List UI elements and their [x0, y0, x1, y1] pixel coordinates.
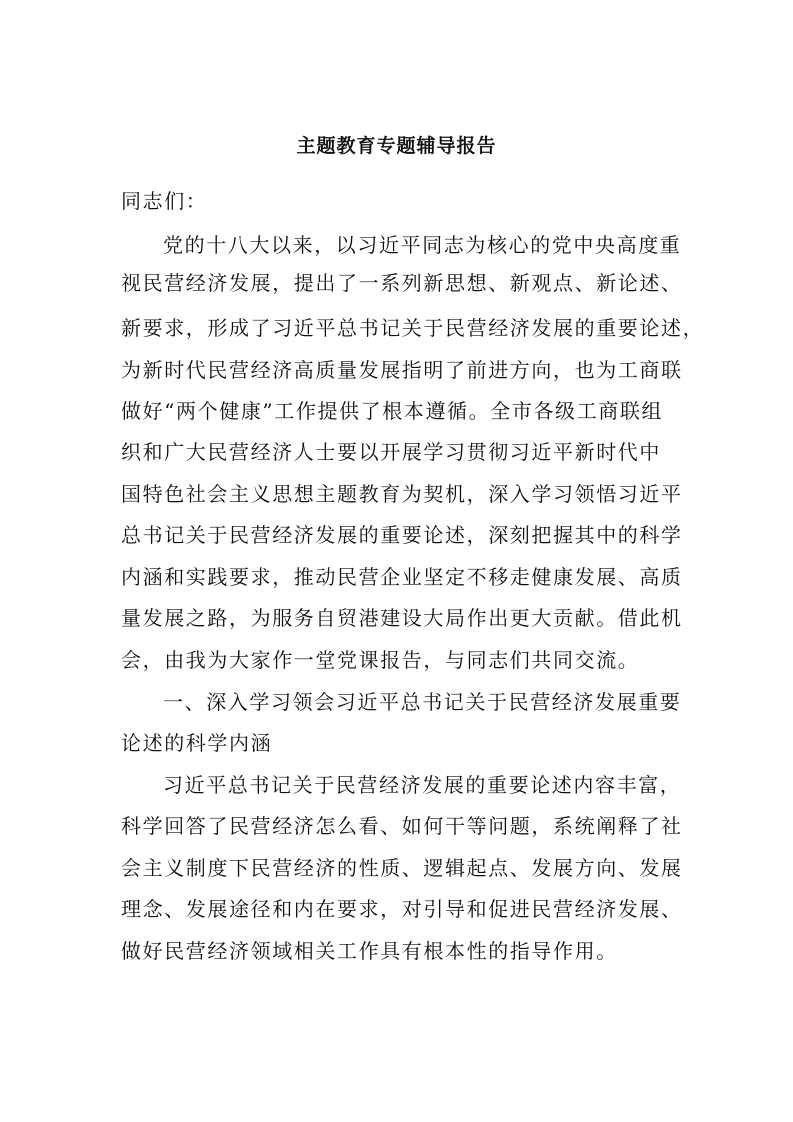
paragraph-line: 总书记关于民营经济发展的重要论述，深刻把握其中的科学 [121, 523, 683, 547]
paragraph-line: 视民营经济发展，提出了一系列新思想、新观点、新论述、 [121, 271, 683, 295]
paragraph-line: 会，由我为大家作一堂党课报告，与同志们共同交流。 [121, 648, 640, 672]
document-title: 主题教育专题辅导报告 [296, 135, 497, 157]
paragraph-line: 会主义制度下民营经济的性质、逻辑起点、发展方向、发展 [121, 856, 683, 880]
paragraph-line: 国特色社会主义思想主题教育为契机，深入学习领悟习近平 [121, 482, 683, 506]
paragraph-line: 科学回答了民营经济怎么看、如何干等问题，系统阐释了社 [121, 814, 683, 838]
paragraph-line: 织和广大民营经济人士要以开展学习贯彻习近平新时代中 [121, 440, 661, 464]
paragraph-line: 习近平总书记关于民营经济发展的重要论述内容丰富， [163, 773, 682, 797]
paragraph-line: 内涵和实践要求，推动民营企业坚定不移走健康发展、高质 [121, 565, 683, 589]
salutation: 同志们： [121, 189, 208, 213]
section-heading-line: 论述的科学内涵 [121, 731, 273, 755]
paragraph-line: 做好民营经济领域相关工作具有根本性的指导作用。 [121, 939, 618, 963]
paragraph-line: 量发展之路，为服务自贸港建设大局作出更大贡献。借此机 [121, 606, 683, 630]
paragraph-line: 党的十八大以来，以习近平同志为核心的党中央高度重 [163, 233, 682, 257]
paragraph-line: 做好“两个健康”工作提供了根本遵循。全市各级工商联组 [121, 399, 664, 423]
paragraph-line: 理念、发展途径和内在要求，对引导和促进民营经济发展、 [121, 897, 683, 921]
paragraph-line: 新要求，形成了习近平总书记关于民营经济发展的重要论述， [121, 316, 705, 340]
paragraph-line: 为新时代民营经济高质量发展指明了前进方向，也为工商联 [121, 358, 683, 382]
section-heading-line: 一、深入学习领会习近平总书记关于民营经济发展重要 [163, 690, 682, 714]
